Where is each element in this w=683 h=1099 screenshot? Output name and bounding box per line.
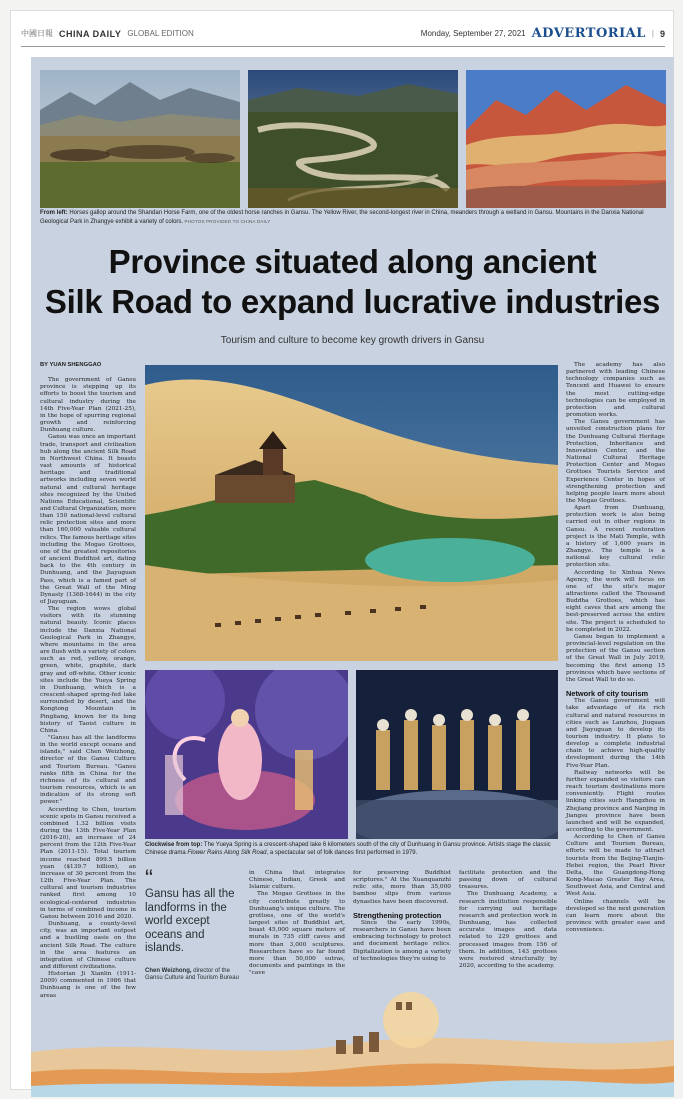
yueya-spring-photo: [145, 365, 558, 661]
pull-quote: [145, 865, 241, 983]
top-photos-caption: From left: Horses gallop around the Shandan Horse Farm, one of the oldest horse ranches in Gansu. The Yellow River, the second-longest river in China, meanders through a wetland in Gansu. Mountains in the Danxia National Geological Park in Zhangye exhibit a variety of colors. PHOTOS PROVIDED TO CHINA DAILY: [40, 210, 644, 225]
issue-date: Monday, September 27, 2021: [420, 29, 526, 38]
desert-camel-illustration: [31, 982, 674, 1097]
quote-attribution: Chen Weizhong, director of the Gansu Culture and Tourism Bureau: [145, 967, 239, 981]
deck-subheadline: Tourism and culture to become key growth drivers in Gansu: [220, 335, 485, 346]
newspaper-page: [10, 10, 674, 1090]
chinese-logo: 中國日報: [21, 29, 53, 38]
advertorial-panel: [31, 57, 674, 1097]
byline: BY YUAN SHENGGAO: [40, 362, 102, 368]
photo-caption: Clockwise from top: The Yueya Spring is a crescent-shaped lake 6 kilometers south of the city of Dunhuang in Gansu province. Artists stage the classic Chinese drama Flower Rains Along Silk Road, a spectacular set of folk dances first performed in 1979.: [145, 842, 551, 856]
paper-logo: CHINA DAILY: [59, 28, 122, 39]
yellow-river-photo: [248, 70, 458, 208]
masthead: 中國日報 CHINA DAILY GLOBAL EDITION Monday, September 27, 2021 ADVERTORIAL | 9: [21, 21, 665, 47]
article-column-4: facilitate protection and the passing down of cultural treasures. The Dunhuang Academy, a research institution responsible for carrying out heritage research and protection work in Dunhuang, has collected accurate images and data related to 229 grottoes and processed images from 156 of them. In addition, 143 grottoes were restored structurally by 2020, according to the academy.: [459, 870, 557, 970]
article-column-1: BY YUAN SHENGGAO The government of Gansu province is stepping up its efforts to boost the tourism and cultural industry during the 14th Five-Year Plan (2021-25), in the hope of spurring regional growth and reinforcing Dunhuang culture. Gansu was once an important trade, transport and civilization hub along the ancient Silk Road in Northwest China. It boasts vast amounts of historical heritage and traditional artworks including seven world natural and cultural heritage sites recognized by the United Nations Educational, Scientific and Cultural Organization, more than 150 national-level cultural relic protection sites and more than 160,000 valuable cultural relics. The famous heritage sites including the Mogao Grottoes, one of the greatest repositories of ancient Buddhist art, dating back to the 4th century in Dunhuang, and the Jiayuguan Pass, which is a famed part of the Great Wall of the Ming Dynasty (1368-1644) in the city of Jiayuguan. The region wows global visitors with its stunning natural beauty. Iconic places include the Danxia National Geological Park in Zhangye, where mountains in the area are flush with a variety of colors such as red, yellow, orange, green, white, graphite, dark gray and off-white. Other iconic sites include the Yueya Spring in Dunhuang, which is a crescent-shaped spring-fed lake surrounded by desert, and the Kongtong Mountain in Pingliang, known for its long history of Taoist culture in China. "Gansu has all the landforms in the world except oceans and islands," said Chen Weizhong, director of the Gansu Culture and Tourism Bureau. "Gansu ranks fifth in China for the richness of its cultural and tourism resources, which is an indication of its strong soft power." According to Chen, tourism scenic spots in Gansu received a combined 1.32 billion visits during the 13th Five-Year Plan (2016-20), an increase of 24 percent from the 12th Five-Year Plan (2011-15). Total tourism income reached 899.5 billion yuan ($139.7 billion), an increase of 30 percent from the 12th Five-Year Plan. The cultural and tourism industries ranked first among 10 ecological-centered industries in terms of combined income in Gansu between 2016 and 2020. Dunhuang, a county-level city, was an important outpost and a bustling oasis on the ancient Silk Road. The culture in the area features an integration of Chinese culture and different civilizations. Historian Ji Xianlin (1911-2009) commented in 1986 that Dunhuang is one of the few areas: [40, 362, 136, 999]
flower-rains-dancer-photo: [145, 670, 348, 839]
horse-farm-photo: [40, 70, 240, 208]
page-number: 9: [659, 28, 665, 39]
folk-dance-stage-photo: [356, 670, 558, 839]
article-column-right: The academy has also partnered with leading Chinese technology companies such as Tencent and Huawei to ensure the most cutting-edge technologies can be employed in protection and cultural promotion works. The Gansu government has unveiled construction plans for the Dunhuang Cultural Heritage Protection, Inheritance and Innovation Center, and the National Cultural Heritage Protection Center and Mogao Grottoes Tourists Service and Experience Center in hopes of strengthening protection and helping people learn more about the Mogao Grottoes. Apart from Dunhuang, protection work is also being carried out in other regions in Gansu. A recent restoration project is the Mati Temple, with a history of 1,600 years in Zhangye. The temple is a national key cultural relic protection site. According to Xinhua News Agency, the work will focus on one of the site's major attractions called the Thousand Buddha Grottoes, which has eight caves that are among the best-preserved across the entire site. The project is scheduled to be completed in 2022. Gansu began to implement a provincial-level regulation on the protection of the Gansu section of the Great Wall in July 2019, becoming the first among 15 provinces which have sections of the Great Wall to do so. Network of city tourism The Gansu government will take advantage of its rich cultural and natural resources in cities such as Lanzhou, Jiuquan and Jiayuguan to develop its tourism industry. It plans to develop a complete industrial chain to achieve high-quality development during the 14th Five-Year Plan. Railway networks will be further expanded so visitors can reach tourism destinations more conveniently. Flight routes linking cities such Hangzhou in Zhejiang province and Nanjing in Jiangsu province have been launched and will be expanded, according to the government. According to Chen of Gansu Culture and Tourism Bureau, efforts will be made to attract tourists from the Beijing-Tianjin-Hebei region, the Pearl River Delta, the Guangdong-Hong Kong-Macao Greater Bay Area, Southwest Asia, and Central and West Asia. Online channels will be developed so the next generation can learn more about the province with greater ease and convenience.: [566, 362, 665, 934]
quote-mark: “: [145, 865, 153, 892]
article-column-3: for preserving Buddhist scriptures." At the Xuanquanzhi relic site, more than 35,000 bamboo slips from various dynasties have been discovered. Strengthening protection Since the early 1990s, researchers in Gansu have been embracing technology to protect and document heritage relics. Digitalization is among a variety of technologies they're using to: [353, 870, 451, 962]
subhead-network-of-city-tourism: Network of city tourism: [566, 689, 649, 699]
article-column-2: in China that integrates Chinese, Indian, Greek and Islamic culture. The Mogao Grottoes in the city contribute greatly to Dunhuang's unique culture. The grottoes, one of the world's largest sites of Buddhist art, boast 45,000 square meters of murals in 735 cliff caves and more than 3,000 sculptures. Researchers have so far found more than 50,000 sutras, documents and paintings in the "cave: [249, 870, 345, 977]
quote-text: Gansu has all the landforms in the world except oceans and islands.: [145, 888, 235, 954]
danxia-mountains-photo: [466, 70, 666, 208]
section-label: ADVERTORIAL: [531, 26, 646, 41]
subhead-strengthening-protection: Strengthening protection: [353, 910, 442, 920]
headline: Province situated along ancient Silk Road to expand lucrative industries: [44, 243, 661, 320]
edition-label: GLOBAL EDITION: [127, 29, 194, 38]
